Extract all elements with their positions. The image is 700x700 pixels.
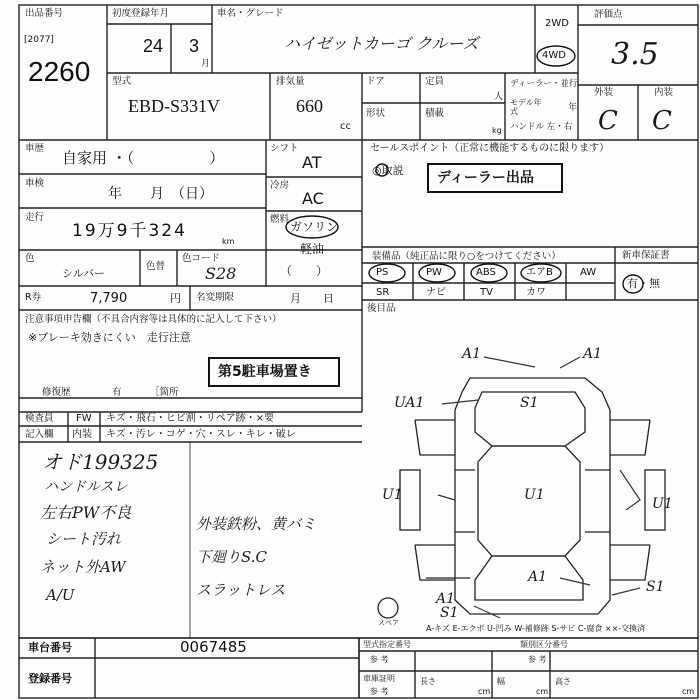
first-reg-month: 3: [189, 36, 200, 56]
fuel-other: （ ）: [280, 264, 329, 278]
ac-value: AC: [302, 189, 324, 208]
type-spec-sub: 参 考: [370, 655, 389, 664]
inspector-label-1: 検査員: [25, 413, 54, 424]
inspector-label-2: 記入欄: [25, 429, 54, 440]
parking-stamp-text: 第5駐車場置き: [218, 364, 312, 380]
displacement-value: 660: [296, 96, 323, 116]
chassis-no-label: 車台番号: [28, 641, 72, 654]
cert-label: 車庫証明: [363, 674, 395, 683]
fw-label: FW: [76, 413, 92, 424]
drive-4wd: 4WD: [542, 50, 566, 61]
repair-location-label: ［箇所: [150, 387, 179, 398]
fuel-diesel: 軽油: [300, 242, 325, 256]
model-value: EBD-S331V: [128, 96, 221, 116]
sales-point-label: セールスポイント（正常に機能するものに限ります）: [370, 143, 610, 154]
interior-check-items: キズ・汚レ・コゲ・穴・スレ・キレ・破レ: [106, 429, 296, 440]
hand-note-exterior: 外装鉄粉、黄バミ: [196, 515, 317, 533]
equip-ps: PS: [376, 267, 389, 278]
dealer-label: ディーラー・並行: [510, 79, 578, 89]
shift-value: AT: [302, 153, 322, 172]
capacity-label: 定員: [425, 76, 445, 87]
shape-label: 形状: [366, 108, 386, 119]
interior-grade: C: [652, 106, 672, 136]
damage-legend: A-キズ E-エクボ U-凹み W-補修跡 S-サビ C-腐食 ××-交換済: [426, 624, 646, 633]
fuel-label: 燃料: [270, 214, 290, 225]
category-sub: 参 考: [528, 655, 547, 664]
hand-note-steering: ハンドルスレ: [44, 479, 128, 495]
mileage-unit: km: [222, 237, 235, 246]
dealer-stamp-text: ディーラー出品: [437, 170, 534, 186]
hand-note-odometer: オド199325: [42, 450, 159, 474]
equipment-label: 装備品（純正品に限り○をつけてください）: [372, 251, 561, 262]
manual-item: ◎取説: [372, 164, 404, 177]
length-label: 長さ: [420, 677, 436, 686]
diagram-mark: A1: [436, 591, 456, 607]
history-label: 車歴: [25, 143, 45, 154]
name-grade-value: ハイゼットカーゴ クルーズ: [284, 34, 479, 53]
hand-note-aw: ネット外AW: [40, 558, 126, 576]
diagram-mark: UA1: [394, 395, 425, 411]
recycle-unit: 円: [170, 292, 181, 305]
color-value: シルバー: [62, 267, 105, 280]
car-diagram: [378, 378, 665, 621]
category-label: 類別区分番号: [520, 640, 568, 649]
model-year-unit: 年: [568, 103, 578, 113]
length-unit: cm: [478, 687, 491, 696]
shift-label: シフト: [270, 143, 299, 154]
first-reg-month-unit: 月: [201, 59, 211, 69]
load-label: 積載: [425, 108, 445, 119]
parking-stamp: [208, 357, 340, 387]
equip-tv: TV: [480, 287, 493, 298]
lot-no-small: [2077]: [24, 35, 54, 45]
diagram-mark: U1: [382, 487, 403, 503]
handle-label: ハンドル 左・右: [510, 122, 573, 132]
spare-tire-label: スペア: [378, 619, 399, 627]
inspection-value: 年 月 （日）: [108, 186, 213, 202]
diagram-mark: S1: [440, 605, 459, 621]
door-label: ドア: [366, 76, 385, 87]
name-change-label: 名変期限: [196, 292, 235, 303]
fw-items: キズ・飛石・ヒビ割・リペア跡・×要: [106, 413, 274, 424]
interior-check-label: 内装: [72, 429, 92, 440]
hand-note-pw: 左右PW不良: [40, 503, 132, 522]
ac-label: 冷房: [270, 180, 290, 191]
diagram-mark: A1: [462, 346, 482, 362]
hand-note-au: A/U: [46, 586, 75, 604]
width-unit: cm: [536, 687, 549, 696]
color-code-value: S28: [205, 264, 237, 283]
warranty-label: 新車保証書: [622, 250, 670, 261]
lot-number: 2260: [28, 56, 91, 87]
height-label: 高さ: [555, 677, 571, 686]
first-reg-label: 初度登録年月: [112, 8, 170, 19]
hand-note-seat: シート汚れ: [46, 530, 122, 548]
diagram-mark: S1: [646, 579, 665, 595]
lot-no-label: 出品番号: [25, 8, 64, 19]
diagram-mark: U1: [652, 496, 673, 512]
displacement-unit: cc: [340, 121, 351, 132]
seat-label: 後目品: [367, 303, 396, 314]
exterior-label: 外装: [594, 87, 614, 98]
eval-label: 評価点: [594, 9, 623, 20]
reg-no-label: 登録番号: [28, 672, 72, 685]
equip-navi: ナビ: [426, 287, 446, 298]
load-unit: kg: [492, 126, 502, 135]
displacement-label: 排気量: [276, 76, 305, 87]
name-grade-label: 車名・グレード: [217, 8, 284, 19]
hand-note-floor: スラットレス: [196, 581, 286, 599]
repair-history-label: 修復歴: [42, 387, 71, 398]
model-year-label: モデル年式: [510, 98, 542, 116]
notes-label: 注意事項申告欄（不具合内容等は具体的に記入して下さい）: [25, 314, 282, 325]
notes-line1: ※ブレーキ効きにくい 走行注意: [28, 331, 191, 344]
diagram-mark: A1: [583, 346, 603, 362]
equip-sr: SR: [376, 287, 390, 298]
history-value: 自家用 ・（ ）: [62, 149, 225, 167]
equip-airbag: エアB: [526, 267, 553, 278]
mileage-label: 走行: [25, 212, 45, 223]
cert-sub: 参 考: [370, 687, 389, 696]
color-code-label: 色コード: [182, 253, 221, 264]
inspection-label: 車検: [25, 178, 45, 189]
hand-note-underbody: 下廻りS.C: [196, 548, 267, 566]
fuel-gasoline: ガソリン: [290, 220, 339, 234]
chassis-no-value: 0067485: [180, 638, 247, 656]
color-change-label: 色替: [146, 261, 166, 272]
capacity-unit: 人: [494, 92, 504, 102]
repair-history-value: 有: [112, 387, 122, 398]
recycle-value: 7,790: [90, 291, 128, 306]
warranty-value: 有・無: [627, 277, 660, 290]
exterior-grade: C: [598, 106, 618, 136]
type-spec-label: 型式指定番号: [363, 640, 411, 649]
drive-2wd: 2WD: [545, 18, 569, 29]
equip-abs: ABS: [476, 267, 496, 278]
eval-score: 3.5: [611, 37, 659, 72]
equip-leather: カワ: [526, 287, 546, 298]
mileage-value: 19万9千324: [72, 221, 187, 241]
first-reg-year: 24: [143, 36, 164, 56]
dealer-stamp: [427, 163, 563, 193]
model-label: 型式: [112, 76, 132, 87]
color-label: 色: [25, 253, 35, 264]
recycle-label: R券: [25, 292, 42, 303]
diagram-mark: U1: [524, 487, 545, 503]
width-label: 幅: [497, 677, 505, 686]
interior-label: 内装: [654, 87, 674, 98]
name-change-value: 月 日: [290, 292, 334, 305]
diagram-mark: A1: [528, 569, 548, 585]
diagram-mark: S1: [520, 395, 539, 411]
equip-aw: AW: [580, 267, 597, 278]
height-unit: cm: [682, 687, 695, 696]
equip-pw: PW: [426, 267, 442, 278]
